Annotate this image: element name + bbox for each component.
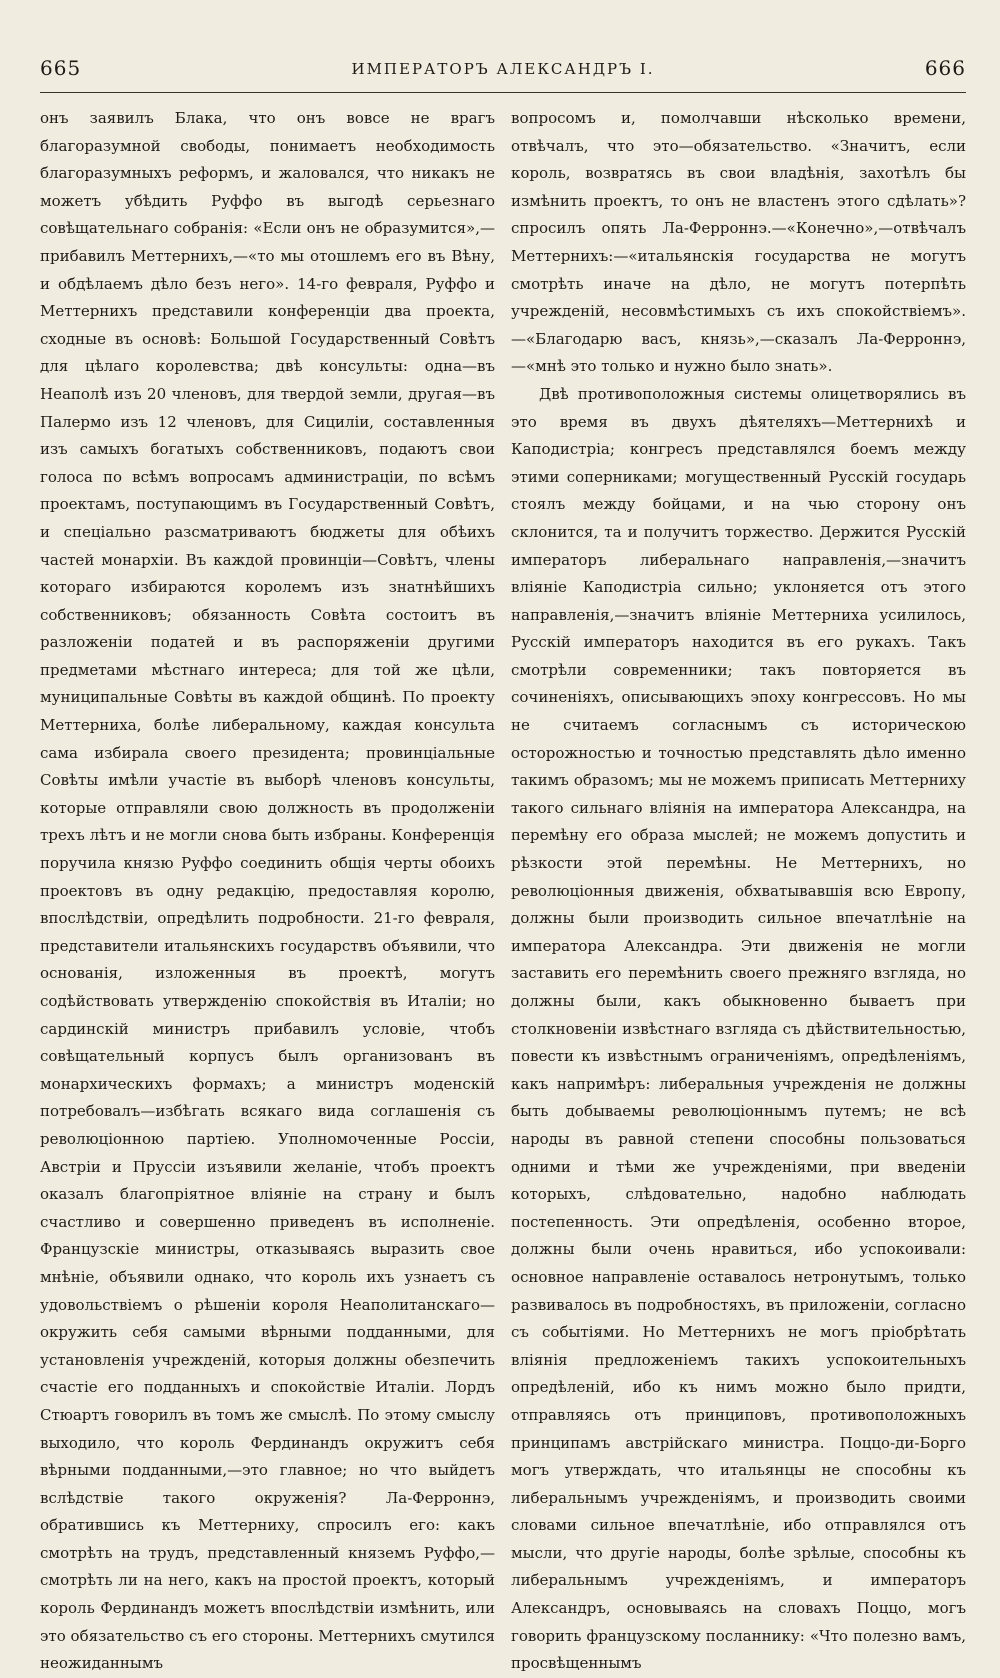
- running-title: ИМПЕРАТОРЪ АЛЕКСАНДРЪ I.: [351, 60, 655, 78]
- right-column: [511, 105, 966, 1678]
- right-page-number: 666: [924, 56, 966, 80]
- left-page-number: 665: [40, 56, 82, 80]
- running-head: [40, 52, 966, 93]
- left-paragraph-1: онъ заявилъ Блака, что онъ вовсе не врагъ благоразумной свободы, понимаетъ необходимость благоразумныхъ реформъ, и жаловался, что никакъ не можетъ убѣдить Руффо въ выгодѣ серьезнаго совѣщательнаго собранія: «Если онъ не образумится»,—прибавилъ Меттернихъ,—«то мы отошлемъ его въ Вѣну, и обдѣлаемъ дѣло безъ него». 14-го февраля, Руффо и Меттернихъ представили конференціи два проекта, сходные въ основѣ: Большой Государственный Совѣтъ для цѣлаго королевства; двѣ консульты: одна—въ Неаполѣ изъ 20 членовъ, для твердой земли, другая—въ Палермо изъ 12 членовъ, для Сициліи, составленныя изъ самыхъ богатыхъ собственниковъ, подаютъ свои голоса по всѣмъ вопросамъ администраціи, по всѣмъ проектамъ, поступающимъ въ Государственный Совѣтъ, и спеціально разсматриваютъ бюджеты для обѣихъ частей монархіи. Въ каждой провинціи—Совѣтъ, члены котораго избираются королемъ изъ знатнѣйшихъ собственниковъ; обязанность Совѣта состоитъ въ разложеніи податей и въ распоряженіи другими предметами мѣстнаго интереса; для той же цѣли, муниципальные Совѣты въ каждой общинѣ. По проекту Меттерниха, болѣе либеральному, каждая консульта сама избирала своего президента; провинціальные Совѣты имѣли участіе въ выборѣ членовъ консульты, которые отправляли свою должность въ продолженіи трехъ лѣтъ и не могли снова быть избраны. Конференція поручила князю Руффо соединить общія черты обоихъ проектовъ въ одну редакцію, предоставляя королю, впослѣдствіи, опредѣлить подробности. 21-го февраля, представители итальянскихъ государствъ объявили, что основанія, изложенныя въ проектѣ, могутъ содѣйствовать утвержденію спокойствія въ Италіи; но сардинскій министръ прибавилъ условіе, чтобъ совѣщательный корпусъ былъ организованъ въ монархическихъ формахъ; а министръ моденскій потребовалъ—избѣгать всякаго вида соглашенія съ революціонною партіею. Уполномоченные Россіи, Австріи и Пруссіи изъявили желаніе, чтобъ проектъ оказалъ благопріятное вліяніе на страну и былъ счастливо и совершенно приведенъ въ исполненіе. Французскіе министры, отказываясь выразить свое мнѣніе, объявили однако, что король ихъ узнаетъ съ удовольствіемъ о рѣшеніи короля Неаполитанскаго—окружить себя самыми вѣрными подданными, для установленія учрежденій, которыя должны обезпечить счастіе его подданныхъ и спокойствіе Италіи. Лордъ Стюартъ говорилъ въ томъ же смыслѣ. По этому смыслу выходило, что король Фердинандъ окружитъ себя вѣрными подданными,—это главное; но что выйдетъ вслѣдствіе такого окруженія? Ла-Ферроннэ, обратившись къ Меттерниху, спросилъ его: какъ смотрѣть на трудъ, представленный княземъ Руффо,—смотрѣть ли на него, какъ на простой проектъ, который король Фердинандъ можетъ впослѣдствіи измѣнить, или это обязательство съ его стороны. Меттернихъ смутился неожиданнымъ: [40, 109, 495, 1673]
- left-column: [40, 105, 495, 1678]
- right-paragraph-2: Двѣ противоположныя системы олицетворялись въ это время въ двухъ дѣятеляхъ—Меттернихѣ и Каподистріа; конгресъ представлялся боемъ между этими соперниками; могущественный Русскій государь стоялъ между бойцами, и на чью сторону онъ склонится, та и получитъ торжество. Держится Русскій императоръ либеральнаго направленія,—значитъ вліяніе Каподистріа сильно; уклоняется отъ этого направленія,—значитъ вліяніе Меттерниха усилилось, Русскій императоръ находится въ его рукахъ. Такъ смотрѣли современники; такъ повторяется въ сочиненіяхъ, описывающихъ эпоху конгрессовъ. Но мы не считаемъ согласнымъ съ историческою осторожностью и точностью представлять дѣло именно такимъ образомъ; мы не можемъ приписать Меттерниху такого сильнаго вліянія на императора Александра, на перемѣну его образа мыслей; не можемъ допустить и рѣзкости этой перемѣны. Не Меттернихъ, но революціонныя движенія, обхватывавшія всю Европу, должны были производить сильное впечатлѣніе на императора Александра. Эти движенія не могли заставить его перемѣнить своего прежняго взгляда, но должны были, какъ обыкновенно бываетъ при столкновеніи извѣстнаго взгляда съ дѣйствительностью, повести къ извѣстнымъ ограниченіямъ, опредѣленіямъ, какъ напримѣръ: либеральныя учрежденія не должны быть добываемы революціоннымъ путемъ; не всѣ народы въ равной степени способны пользоваться одними и тѣми же учрежденіями, при введеніи которыхъ, слѣдовательно, надобно наблюдать постепенность. Эти опредѣленія, особенно второе, должны были очень нравиться, ибо успокоивали: основное направленіе оставалось нетронутымъ, только развивалось въ подробностяхъ, въ приложеніи, согласно съ событіями. Но Меттернихъ не могъ пріобрѣтать вліянія предложеніемъ такихъ успокоительныхъ опредѣленій, ибо къ нимъ можно было придти, отправляясь отъ принциповъ, противоположныхъ принципамъ австрійскаго министра. Поццо-ди-Борго могъ утверждать, что итальянцы не способны къ либеральнымъ учрежденіямъ, и производить своими словами сильное впечатлѣніе, ибо отправлялся отъ мысли, что другіе народы, болѣе зрѣлые, способны къ либеральнымъ учрежденіямъ, и императоръ Александръ, основываясь на словахъ Поццо, могъ говорить французскому посланнику: «Что полезно вамъ, просвѣщеннымъ: [511, 384, 966, 1673]
- right-paragraph-1: вопросомъ и, помолчавши нѣсколько времени, отвѣчалъ, что это—обязательство. «Значитъ, если король, возвратясь въ свои владѣнія, захотѣлъ бы измѣнить проектъ, то онъ не властенъ этого сдѣлать»? спросилъ опять Ла-Ферроннэ.—«Конечно»,—отвѣчалъ Меттернихъ:—«итальянскія государства не могутъ смотрѣть иначе на дѣло, не могутъ потерпѣть учрежденій, несовмѣстимыхъ съ ихъ спокойствіемъ».—«Благодарю васъ, князь»,—сказалъ Ла-Ферроннэ,—«мнѣ это только и нужно было знать».: [511, 109, 966, 376]
- text-columns: [40, 105, 966, 1678]
